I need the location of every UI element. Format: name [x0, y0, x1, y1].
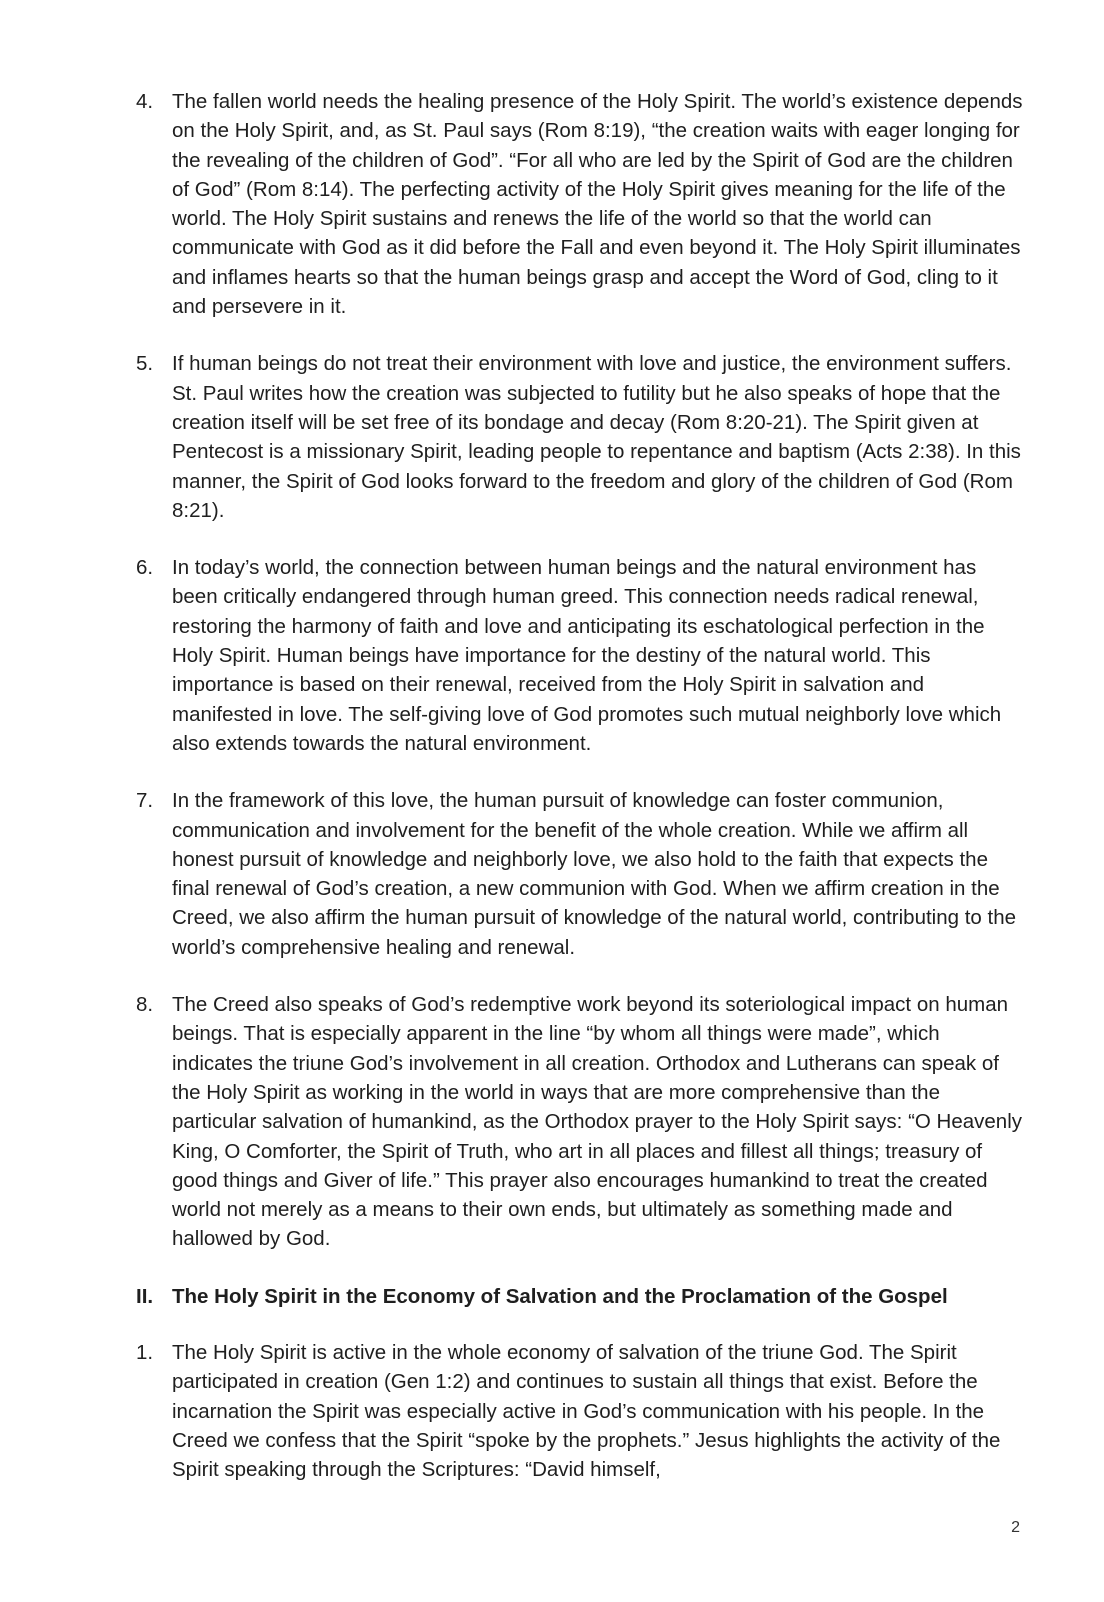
paragraph-text: The Holy Spirit is active in the whole economy of salvation of the triune God. The Spirit participated in creation (Gen 1:2) and continues to sustain all things that exist. Before the incarnation the Spirit was especially active in God’s communication with his people. In the Creed we confess that the Spirit “spoke by the prophets.” Jesus highlights the activity of the Spirit speaking through the Scriptures: “David himself, [172, 1340, 1001, 1482]
numbered-paragraph-4 [136, 87, 1026, 321]
numbered-paragraph-1 [136, 1338, 1026, 1484]
page-content [136, 87, 1026, 1512]
page-number: 2 [1011, 1519, 1020, 1536]
numbered-paragraph-7 [136, 786, 1026, 962]
numbered-paragraph-8 [136, 990, 1026, 1254]
paragraph-number: 1. [136, 1340, 154, 1364]
section-heading [136, 1282, 1026, 1311]
paragraph-number: 6. [136, 556, 154, 580]
paragraph-number: 8. [136, 993, 154, 1017]
section-title: The Holy Spirit in the Economy of Salvation and the Proclamation of the Gospel [172, 1284, 948, 1308]
paragraph-text: The Creed also speaks of God’s redemptive work beyond its soteriological impact on human beings. That is especially apparent in the line “by whom all things were made”, which indicates the triune God’s involvement in all creation. Orthodox and Lutherans can speak of the Holy Spirit as working in the world in ways that are more comprehensive than the particular salvation of humankind, as the Orthodox prayer to the Holy Spirit says: “O Heavenly King, O Comforter, the Spirit of Truth, who art in all places and fillest all things; treasury of good things and Giver of life.” This prayer also encourages humankind to treat the created world not merely as a means to their own ends, but ultimately as something made and hallowed by God. [172, 993, 1023, 1251]
paragraph-number: 4. [136, 90, 154, 113]
numbered-paragraph-5 [136, 349, 1026, 525]
numbered-paragraph-6 [136, 553, 1026, 758]
paragraph-text: The fallen world needs the healing presence of the Holy Spirit. The world’s existence depends on the Holy Spirit, and, as St. Paul says (Rom 8:19), “the creation waits with eager longing for the revealing of the children of God”. “For all who are led by the Spirit of God are the children of God” (Rom 8:14). The perfecting activity of the Holy Spirit gives meaning for the life of the world. The Holy Spirit sustains and renews the life of the world so that the world can communicate with God as it did before the Fall and even beyond it. The Holy Spirit illuminates and inflames hearts so that the human beings grasp and accept the Word of God, cling to it and persevere in it. [172, 90, 1023, 319]
paragraph-number: 5. [136, 352, 154, 376]
paragraph-text: In the framework of this love, the human pursuit of knowledge can foster communion, communication and involvement for the benefit of the whole creation. While we affirm all honest pursuit of knowledge and neighborly love, we also hold to the faith that expects the final renewal of God’s creation, a new communion with God. When we affirm creation in the Creed, we also affirm the human pursuit of knowledge of the natural world, contributing to the world’s comprehensive healing and renewal. [172, 789, 1017, 959]
paragraph-text: In today’s world, the connection between human beings and the natural environment has been critically endangered through human greed. This connection needs radical renewal, restoring the harmony of faith and love and anticipating its eschatological perfection in the Holy Spirit. Human beings have importance for the destiny of the natural world. This importance is based on their renewal, received from the Holy Spirit in salvation and manifested in love. The self-giving love of God promotes such mutual neighborly love which also extends towards the natural environment. [172, 556, 1002, 755]
section-number: II. [136, 1284, 154, 1308]
paragraph-text: If human beings do not treat their environment with love and justice, the environment suffers. St. Paul writes how the creation was subjected to futility but he also speaks of hope that the creation itself will be set free of its bondage and decay (Rom 8:20-21). The Spirit given at Pentecost is a missionary Spirit, leading people to repentance and baptism (Acts 2:38). In this manner, the Spirit of God looks forward to the freedom and glory of the children of God (Rom 8:21). [172, 352, 1021, 522]
paragraph-number: 7. [136, 789, 154, 813]
